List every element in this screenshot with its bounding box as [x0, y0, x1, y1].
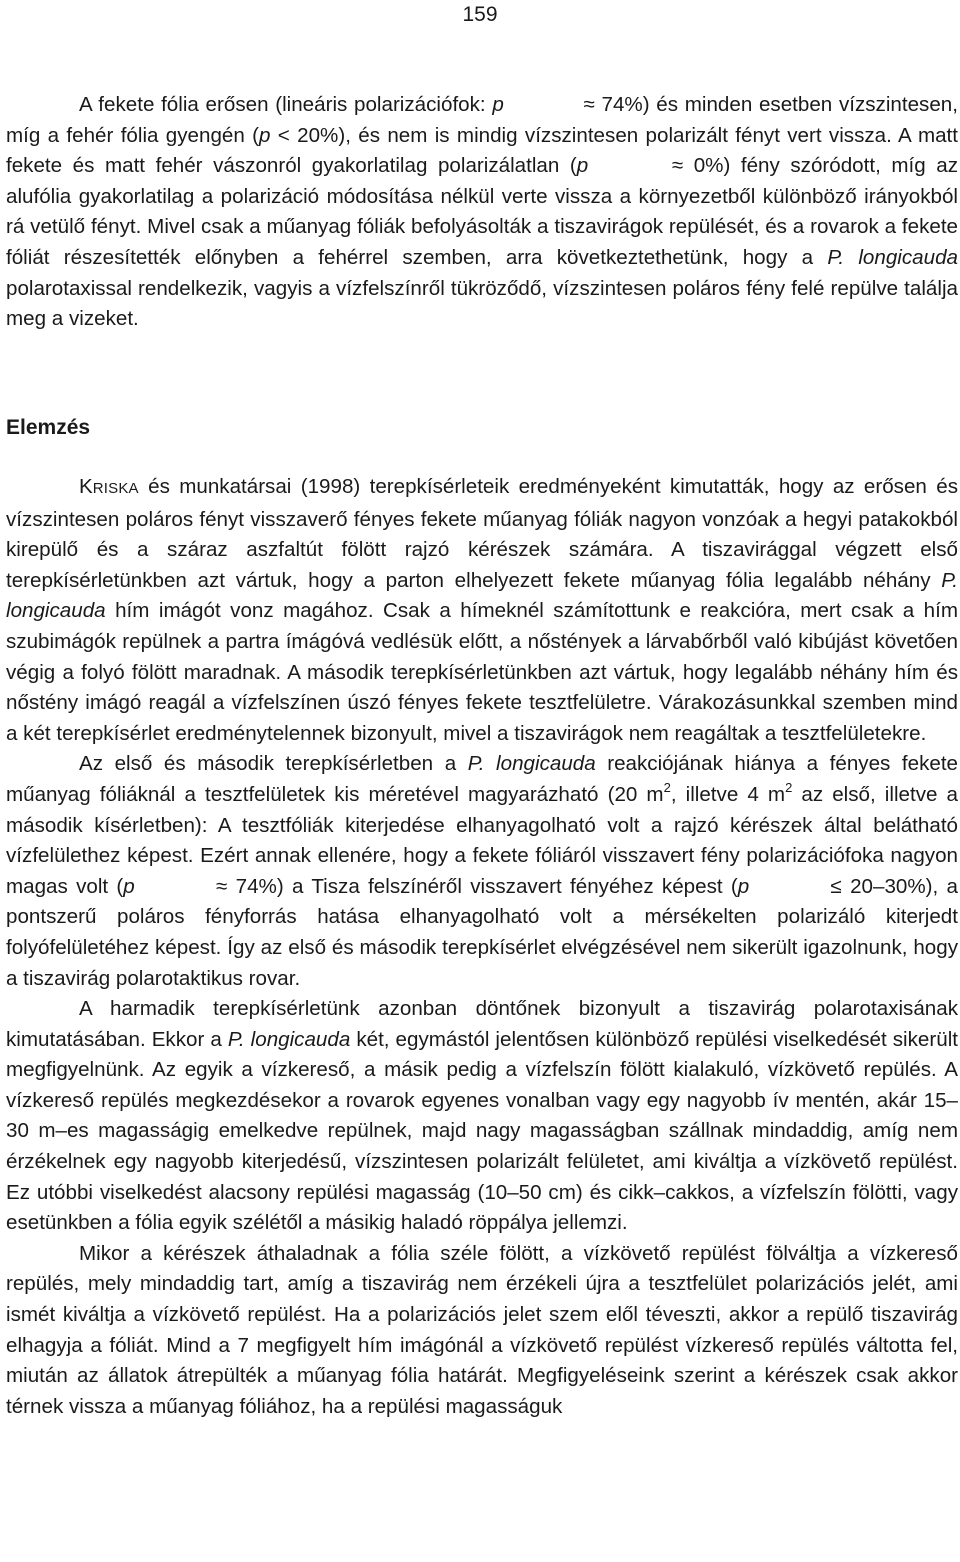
- species-name: P. longicauda: [827, 245, 958, 269]
- leq-symbol: ≤: [830, 874, 842, 898]
- paragraph-text: A harmadik terepkísérletünk azonban döntőnek bizonyult a tiszavirág polarotaxisának kimutatásában. Ekkor a: [6, 997, 958, 1051]
- paragraph-text: reakciójának hiánya a fényes fekete műanyag fóliáknál a tesztfelületek kis méretével magyarázható (20 m: [6, 752, 958, 806]
- paragraph-text: Az első és második terepkísérletben a: [79, 752, 468, 776]
- section-heading: Elemzés: [6, 416, 91, 439]
- approx-symbol: ≈: [216, 874, 228, 898]
- author-smallcaps: RISKA: [92, 480, 139, 497]
- paragraph-text: Mikor a kérészek áthaladnak a fólia széle fölött, a vízkövető repülést fölváltja a vízkereső repülés, mely mindaddig tart, amíg a tiszavirág nem érzékeli újra a tesztfelület polarizációs jelét, ami ismét kiváltja a vízkövető repülést. Ha a polarizációs jelet szem elől téveszti, akkor a repülő tiszavirág elhagyja a fóliát. Mind a 7 megfigyelt hím imágónál a vízkövető repülést vízkereső repülés váltotta fel, miután az állatok átrepülték a műanyag fólia határát. Megfigyeléseink szerint a kérészek csak akkor térnek vissza a műanyag fóliához, ha a repülési magasságuk: [6, 1241, 958, 1418]
- intro-text-block: [6, 90, 958, 335]
- superscript: 2: [663, 779, 671, 795]
- paragraph-text: két, egymástól jelentősen különböző repülési viselkedését sikerült megfigyelnünk. Az egyik a vízkereső, a másik pedig a vízfelszín fölött kialakuló, vízkövető repülés. A vízkereső repülés megkezdésekor a rovarok egyenes vonalban vagy egy nagyobb ív mentén, akár 15–30 m–es magasságig emelkedve repülnek, majd nagy magasságban szállnak mindaddig, amíg nem érzékelnek egy nagyobb kiterjedésű, vízszintesen polarizált felületet, ami kiváltja a vízkövető repülést. Ez utóbbi viselkedést alacsony repülési magasság (10–50 cm) és cikk–cakkos, a vízfelszín fölötti, vagy esetünkben a fólia egyik szélétől a másikig haladó röppálya jellemzi.: [6, 1027, 958, 1235]
- analysis-paragraph-2: [6, 749, 958, 994]
- approx-symbol: ≈: [583, 93, 595, 116]
- intro-text: < 20%), és nem is mindig vízszintesen polarizált fényt vert vissza. A matt fekete és matt fehér vászonról gyakorlatilag polarizálatlan (: [6, 123, 959, 178]
- intro-text: 0%) fény szóródott, míg az alufólia gyakorlatilag a polarizáció módosítása nélkül verte vissza a környezetből különböző irányokból rá vetülő fényt. Mivel csak a műanyag fóliák befolyásolták a tiszavirágok repülését, és a rovarok a fekete fóliát részesítették előnyben a fehérrel szemben, arra következtethetünk, hogy a: [6, 154, 959, 269]
- species-name: P. longicauda: [6, 568, 958, 623]
- symbol-p: p: [123, 874, 135, 898]
- analysis-paragraph-1: [6, 472, 958, 749]
- paragraph-text: 74%) a Tisza felszínéről visszavert fényéhez képest (: [227, 874, 738, 898]
- intro-text: polarotaxissal rendelkezik, vagyis a vízfelszínről tükröződő, vízszintesen poláros fény felé repülve találja meg a vizeket.: [6, 276, 958, 331]
- species-name: P. longicauda: [467, 752, 596, 776]
- symbol-p: p: [259, 123, 271, 147]
- intro-text: 74%) és minden esetben vízszintesen, míg a fehér fólia gyengén (: [6, 93, 958, 147]
- symbol-p: p: [737, 874, 750, 898]
- species-name: P. longicauda: [227, 1027, 351, 1051]
- paragraph-text: és munkatársai (1998) terepkísérleteik eredményeként kimutatták, hogy az erősen és vízszintesen poláros fényt visszaverő fényes fekete műanyag fóliák nagyon vonzóak a hegyi patakokból kirepülő és a száraz aszfaltút fölött rajzó kérészek számára. A tiszavirággal végzett első terepkísérletünkben azt vártuk, hogy a parton elhelyezett fekete műanyag fólia legalább néhány: [6, 475, 958, 592]
- paragraph-text: hím imágót vonz magához. Csak a hímeknél számítottunk e reakcióra, mert csak a hím szubimágók repülnek a partra ímágóvá vedlésük előtt, a nőstények a lárvabőrből való kibújást követően végig a folyó fölött maradnak. A második terepkísérletünkben azt vártuk, hogy legalább néhány hím és nőstény imágó reagál a vízfelszínen úszó fényes fekete tesztfelületre. Várakozásunkkal szemben mind a két terepkísérlet eredménytelennek bizonyult, mivel a tiszavirágok nem reagáltak a tesztfelületekre.: [6, 599, 958, 745]
- symbol-p: p: [492, 93, 504, 116]
- paragraph-text: az első, illetve a második kísérletben): A tesztfóliák kiterjedése elhanyagolható volt a rajzó kérészek által belátható vízfelülethez képest. Ezért annak ellenére, hogy a fekete fóliáról visszavert fény polarizációfoka nagyon magas volt (: [6, 782, 958, 898]
- analysis-text-block: [6, 472, 958, 1422]
- approx-symbol: ≈: [671, 154, 684, 178]
- intro-paragraph: [6, 90, 958, 335]
- paragraph-text: 20–30%), a pontszerű poláros fényforrás hatása elhanyagolható volt a mérsékelten polarizáló kiterjedt folyófelületéhez képest. Így az első és második terepkísérlet elvégzésével nem sikerült igazolnunk, hogy a tiszavirág polarotaktikus rovar.: [6, 874, 958, 990]
- symbol-p: p: [576, 154, 589, 178]
- paragraph-text: , illetve 4 m: [670, 782, 786, 806]
- analysis-paragraph-3: [6, 994, 958, 1239]
- analysis-paragraph-4: [6, 1239, 958, 1423]
- superscript: 2: [785, 779, 793, 795]
- author-initial: K: [79, 475, 93, 498]
- intro-text: A fekete fólia erősen (lineáris polarizációfok:: [79, 93, 493, 116]
- page-number: 159: [462, 3, 498, 26]
